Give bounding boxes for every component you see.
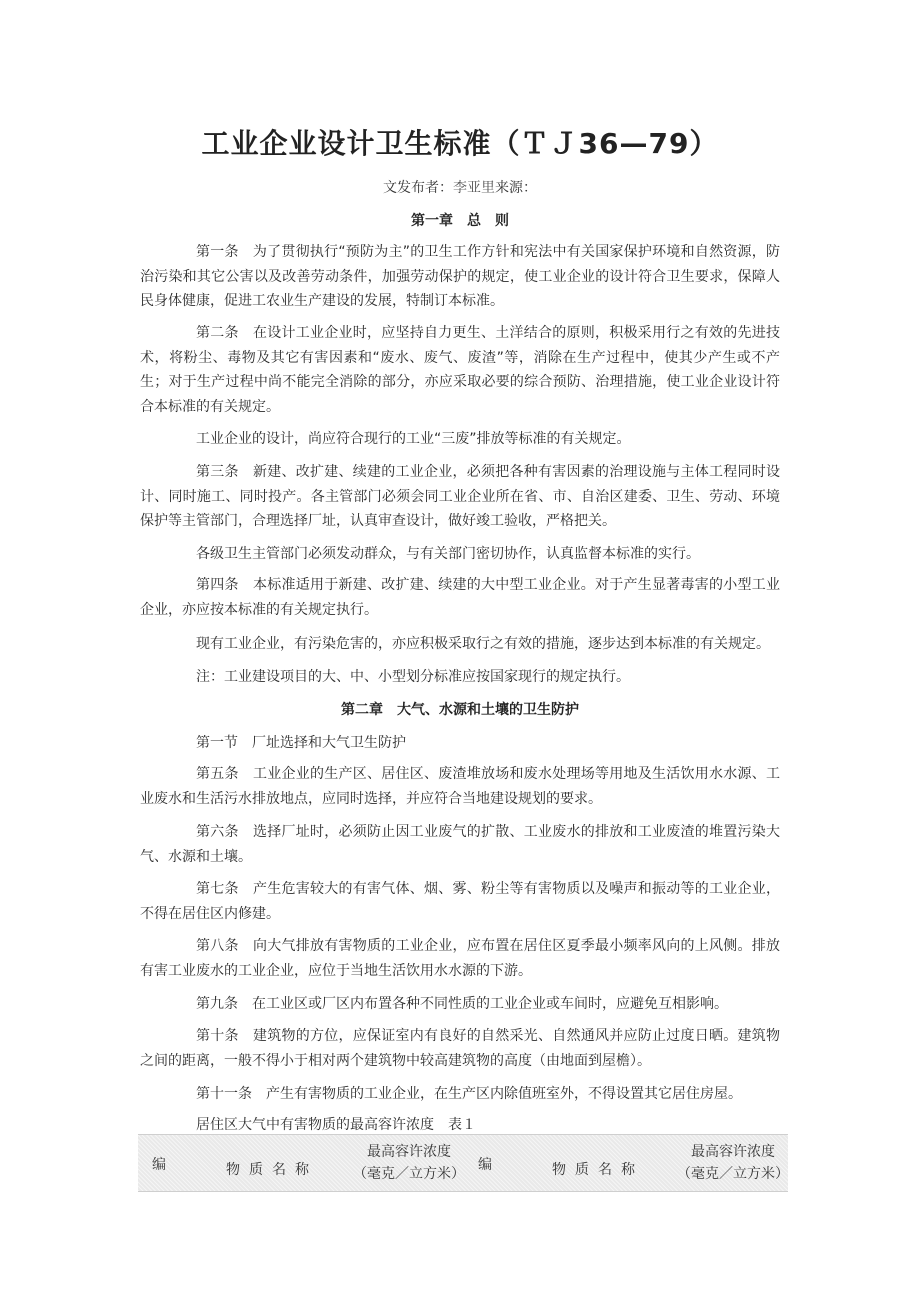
article-2: 第二条 在设计工业企业时，应坚持自力更生、土洋结合的原则，积极采用行之有效的先进技术，将粉尘、毒物及其它有害因素和“废水、废气、废渣”等，消除在生产过程中，使其少产生或不产生；对于生产过程中尚不能完全消除的部分，亦应采取必要的综合预防、治理措施，使工业企业设计符合本标准的有关规定。 [140,325,780,415]
article-8: 第八条 向大气排放有害物质的工业企业，应布置在居住区夏季最小频率风向的上风侧。排放有害工业废水的工业企业，应位于当地生活饮用水水源的下游。 [140,938,780,979]
article-9: 第九条 在工业区或厂区内布置各种不同性质的工业企业或车间时，应避免互相影响。 [196,996,728,1012]
byline-author: 李亚里 [453,180,495,196]
article-4: 第四条 本标准适用于新建、改扩建、续建的大中型工业企业。对于产生显著毒害的小型工业企业，亦应按本标准的有关规定执行。 [140,577,780,618]
header-substance-name-1: 物质名称 [226,1162,318,1178]
table-caption: 居住区大气中有害物质的最高容许浓度 表１ [196,1117,476,1133]
header-max-concentration-2-label: 最高容许浓度 [691,1144,775,1160]
header-number-2: 编 [478,1157,492,1173]
header-max-concentration-2-unit: （毫克／立方米） [677,1166,789,1182]
byline-source: 来源： [495,180,537,196]
byline-prefix: 文发布者： [383,180,453,196]
header-substance-name-2: 物质名称 [552,1162,644,1178]
paragraph-three-wastes: 工业企业的设计，尚应符合现行的工业“三废”排放等标准的有关规定。 [196,431,631,447]
article-10: 第十条 建筑物的方位，应保证室内有良好的自然采光、自然通风并应防止过度日晒。建筑物之间的距离，一般不得小于相对两个建筑物中较高建筑物的高度（由地面到屋檐）。 [140,1028,780,1069]
article-11: 第十一条 产生有害物质的工业企业，在生产区内除值班室外，不得设置其它居住房屋。 [196,1086,742,1102]
article-6: 第六条 选择厂址时，必须防止因工业废气的扩散、工业废水的排放和工业废渣的堆置污染大气、水源和土壤。 [140,824,780,865]
header-max-concentration-1 [344,1141,474,1185]
header-max-concentration-2 [668,1141,798,1185]
header-max-concentration-1-unit: （毫克／立方米） [353,1166,465,1182]
document-title: 工业企业设计卫生标准（ＴＪ36—79） [201,127,719,160]
section-heading-1: 第一节 厂址选择和大气卫生防护 [196,735,406,751]
article-1: 第一条 为了贯彻执行“预防为主”的卫生工作方针和宪法中有关国家保护环境和自然资源，防治污染和其它公害以及改善劳动条件，加强劳动保护的规定，使工业企业的设计符合卫生要求，保障人民身体健康，促进工农业生产建设的发展，特制订本标准。 [140,244,780,309]
header-number-1: 编 [152,1157,166,1173]
chapter-heading-2: 第二章 大气、水源和土壤的卫生防护 [341,702,579,718]
concentration-table-header [138,1134,788,1192]
paragraph-existing-enterprises: 现有工业企业，有污染危害的，亦应积极采取行之有效的措施，逐步达到本标准的有关规定。 [196,636,770,652]
article-5: 第五条 工业企业的生产区、居住区、废渣堆放场和废水处理场等用地及生活饮用水水源、工业废水和生活污水排放地点，应同时选择，并应符合当地建设规划的要求。 [140,766,780,807]
article-7: 第七条 产生危害较大的有害气体、烟、雾、粉尘等有害物质以及噪声和振动等的工业企业，不得在居住区内修建。 [140,881,780,922]
paragraph-supervision: 各级卫生主管部门必须发动群众，与有关部门密切协作，认真监督本标准的实行。 [196,546,700,562]
byline [0,177,920,197]
chapter-heading-1: 第一章 总 则 [411,213,509,229]
header-max-concentration-1-label: 最高容许浓度 [367,1144,451,1160]
note-scale: 注：工业建设项目的大、中、小型划分标准应按国家现行的规定执行。 [196,669,630,685]
article-3: 第三条 新建、改扩建、续建的工业企业，必须把各种有害因素的治理设施与主体工程同时设计、同时施工、同时投产。各主管部门必须会同工业企业所在省、市、自治区建委、卫生、劳动、环境保护等主管部门，合理选择厂址，认真审查设计，做好竣工验收，严格把关。 [140,464,780,529]
